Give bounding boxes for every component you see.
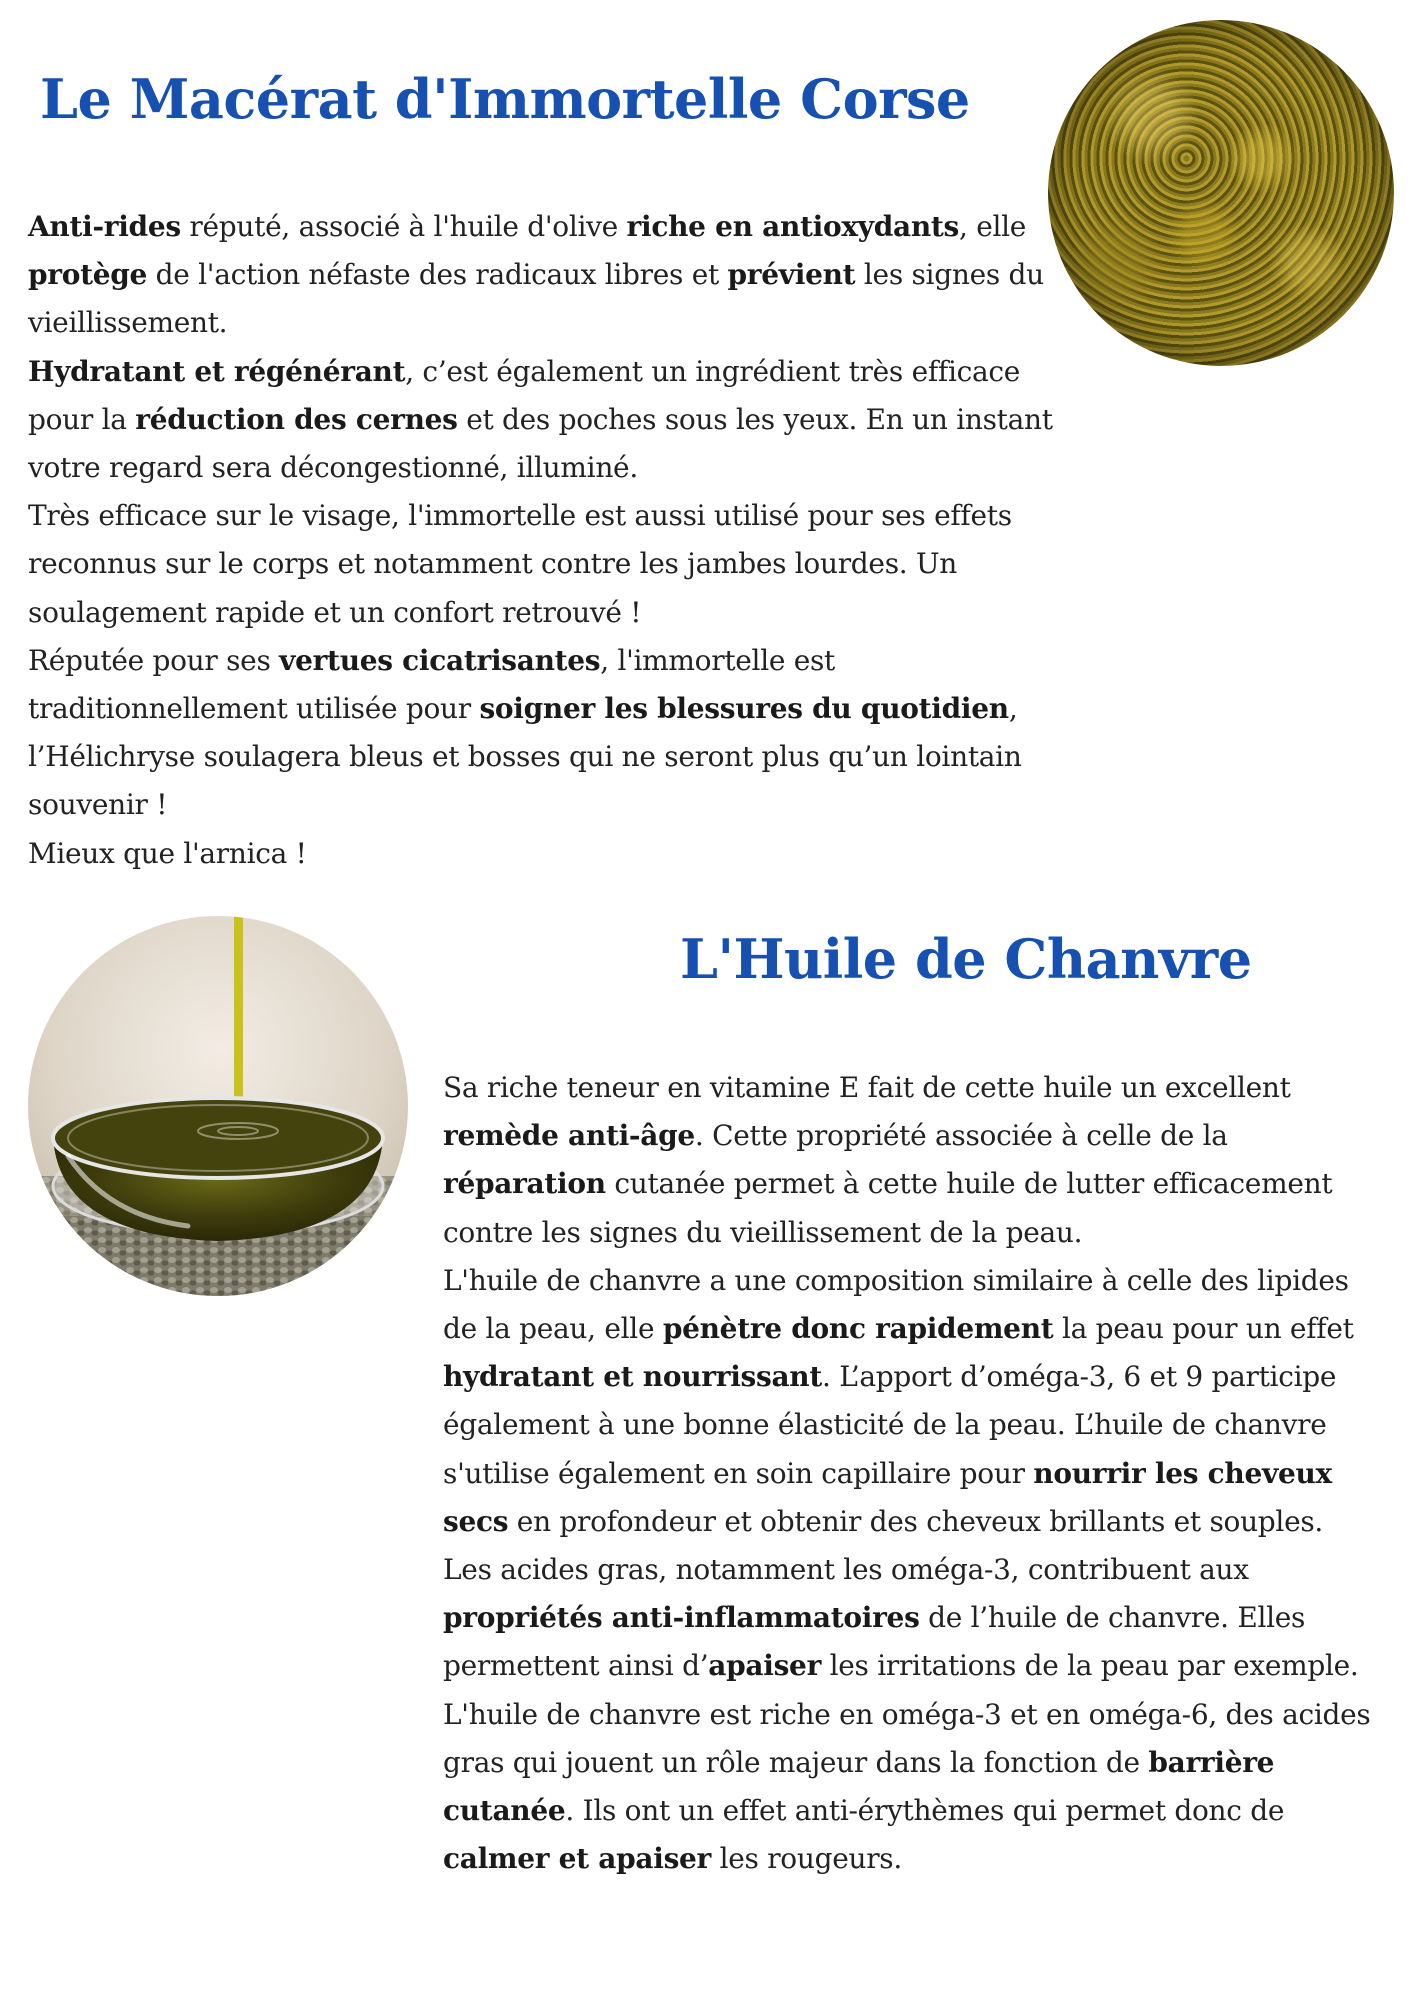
text-run: les rougeurs. — [711, 1842, 902, 1876]
text-run: Mieux que l'arnica ! — [28, 836, 307, 870]
text-run: les signes du vieillissement. — [28, 258, 1044, 340]
text-run: réputé, associé à l'huile d'olive — [180, 210, 627, 243]
text-run: Réputée pour ses — [28, 643, 280, 677]
text-run: les irritations de la peau par exemple. — [821, 1649, 1359, 1683]
text-run: , c’est également un ingrédient très efficace pour la — [28, 354, 1021, 436]
paragraph — [28, 830, 1068, 878]
text-run: . L’apport d’oméga-3, 6 et 9 participe également à une bonne élasticité de la peau. L’huile de chanvre s'utilise également en soin capillaire pour — [443, 1360, 1337, 1490]
emphasis-text: propriétés anti-inflammatoires — [443, 1601, 920, 1635]
emphasis-text: protège — [28, 258, 148, 292]
text-run: L'huile de chanvre a une composition similaire à celle des lipides de la peau, elle — [443, 1263, 1349, 1346]
emphasis-text: calmer et apaiser — [443, 1842, 711, 1876]
text-run: , l’Hélichryse soulagera bleus et bosses qui ne seront plus qu’un lointain souvenir ! — [28, 692, 1022, 822]
text-run: L'huile de chanvre est riche en oméga-3 et en oméga-6, des acides gras qui jouent un rôle majeur dans la fonction de — [443, 1697, 1371, 1779]
text-run: de l'action néfaste des radicaux libres et — [147, 258, 728, 292]
immortelle-photo — [1048, 20, 1394, 366]
hemp-oil-bowl-illustration — [28, 916, 408, 1296]
text-run: la peau pour un effet — [1053, 1312, 1354, 1346]
text-run: . Ils ont un effet anti-érythèmes qui permet donc de — [565, 1794, 1285, 1828]
emphasis-text: nourrir les cheveux secs — [443, 1456, 1332, 1538]
section-title-hemp-oil: L'Huile de Chanvre — [680, 927, 1252, 991]
section-title-immortelle: Le Macérat d'Immortelle Corse — [40, 67, 970, 131]
emphasis-text: Hydratant et régénérant — [28, 354, 406, 388]
emphasis-text: soigner les blessures du quotidien — [479, 692, 1009, 726]
emphasis-text: apaiser — [708, 1649, 822, 1683]
emphasis-text: prévient — [727, 258, 856, 292]
paragraph — [443, 1064, 1383, 1257]
emphasis-text: vertues cicatrisantes — [279, 643, 601, 677]
text-run: en profondeur et obtenir des cheveux brillants et souples. — [508, 1504, 1324, 1538]
text-run: Sa riche teneur en vitamine E fait de cette huile un excellent — [443, 1071, 1291, 1104]
text-run: et des poches sous les yeux. En un instant votre regard sera décongestionné, illuminé. — [28, 402, 1053, 485]
hemp-oil-description — [443, 1064, 1383, 1883]
emphasis-text: hydratant et nourrissant — [443, 1360, 823, 1394]
paragraph — [28, 203, 1068, 348]
text-run: . Cette propriété associée à celle de la — [694, 1119, 1228, 1153]
emphasis-text: pénètre donc rapidement — [662, 1312, 1054, 1346]
emphasis-text: barrière cutanée — [443, 1745, 1275, 1828]
immortelle-description — [28, 203, 1068, 878]
paragraph — [28, 348, 1068, 493]
paragraph — [28, 492, 1068, 637]
emphasis-text: réduction des cernes — [135, 402, 458, 436]
text-run: Les acides gras, notamment les oméga-3, contribuent aux — [443, 1553, 1249, 1587]
emphasis-text: riche en antioxydants — [626, 210, 960, 243]
text-run: , l'immortelle est traditionnellement utilisée pour — [28, 643, 836, 726]
paragraph — [443, 1257, 1383, 1546]
emphasis-text: Anti-rides — [28, 210, 181, 243]
emphasis-text: réparation — [443, 1167, 606, 1201]
text-run: cutanée permet à cette huile de lutter efficacement contre les signes du vieillissement de la peau. — [443, 1167, 1333, 1249]
text-run: de l’huile de chanvre. Elles permettent ainsi d’ — [443, 1601, 1306, 1683]
text-run: Très efficace sur le visage, l'immortelle est aussi utilisé pour ses effets reconnus sur le corps et notamment contre les jambes lourdes. Un soulagement rapide et un confort retrouvé ! — [28, 499, 1012, 629]
paragraph — [443, 1691, 1383, 1884]
text-run: , elle — [959, 210, 1027, 243]
hemp-oil-photo — [28, 916, 408, 1296]
paragraph — [443, 1546, 1383, 1691]
emphasis-text: remède anti-âge — [443, 1119, 695, 1153]
paragraph — [28, 637, 1068, 830]
